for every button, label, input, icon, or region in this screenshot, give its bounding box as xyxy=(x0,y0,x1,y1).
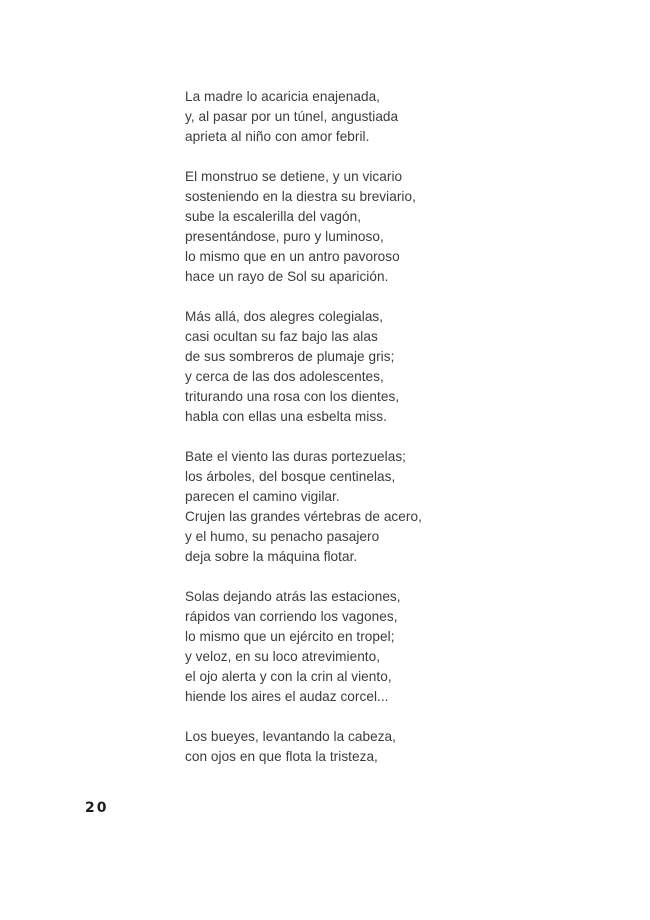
stanza-6 xyxy=(185,727,485,767)
verse-line: La madre lo acaricia enajenada, xyxy=(185,89,381,104)
verse-line: y, al pasar por un túnel, angustiada xyxy=(185,109,399,124)
verse-line: hace un rayo de Sol su aparición. xyxy=(185,269,389,284)
verse-line: presentándose, puro y luminoso, xyxy=(185,229,384,244)
verse-line: Más allá, dos alegres colegialas, xyxy=(185,309,384,324)
verse-line: Bate el viento las duras portezuelas; xyxy=(185,449,406,464)
verse-line: aprieta al niño con amor febril. xyxy=(185,129,370,144)
poem-body xyxy=(185,87,485,787)
verse-line: deja sobre la máquina flotar. xyxy=(185,549,358,564)
verse-line: con ojos en que flota la tristeza, xyxy=(185,749,378,764)
verse-line: Los bueyes, levantando la cabeza, xyxy=(185,729,396,744)
verse-line: Solas dejando atrás las estaciones, xyxy=(185,589,401,604)
verse-line: lo mismo que un ejército en tropel; xyxy=(185,629,395,644)
verse-line: el ojo alerta y con la crin al viento, xyxy=(185,669,392,684)
verse-line: El monstruo se detiene, y un vicario xyxy=(185,169,403,184)
stanza-1 xyxy=(185,87,485,147)
verse-line: Crujen las grandes vértebras de acero, xyxy=(185,509,422,524)
stanza-4 xyxy=(185,447,485,567)
verse-line: los árboles, del bosque centinelas, xyxy=(185,469,396,484)
verse-line: habla con ellas una esbelta miss. xyxy=(185,409,387,424)
verse-line: rápidos van corriendo los vagones, xyxy=(185,609,398,624)
verse-line: hiende los aires el audaz corcel... xyxy=(185,689,389,704)
stanza-3 xyxy=(185,307,485,427)
verse-line: sube la escalerilla del vagón, xyxy=(185,209,362,224)
page-number: 20 xyxy=(85,800,109,816)
verse-line: triturando una rosa con los dientes, xyxy=(185,389,400,404)
verse-line: sosteniendo en la diestra su breviario, xyxy=(185,189,416,204)
verse-line: y veloz, en su loco atrevimiento, xyxy=(185,649,381,664)
verse-line: lo mismo que en un antro pavoroso xyxy=(185,249,400,264)
stanza-2 xyxy=(185,167,485,287)
verse-line: y el humo, su penacho pasajero xyxy=(185,529,380,544)
verse-line: casi ocultan su faz bajo las alas xyxy=(185,329,378,344)
verse-line: y cerca de las dos adolescentes, xyxy=(185,369,384,384)
verse-line: parecen el camino vigilar. xyxy=(185,489,340,504)
stanza-5 xyxy=(185,587,485,707)
verse-line: de sus sombreros de plumaje gris; xyxy=(185,349,395,364)
